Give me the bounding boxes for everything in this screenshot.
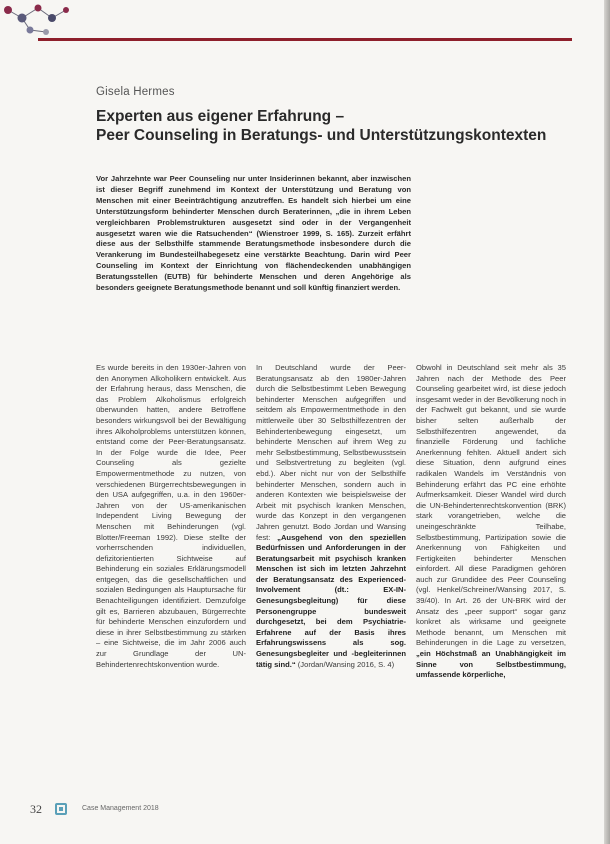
title-line-2: Peer Counseling in Beratungs- und Unterstützungskontexten	[96, 127, 547, 144]
article-abstract: Vor Jahrzehnte war Peer Counseling nur unter Insiderinnen bekannt, aber inzwischen ist dieser Begriff zunehmend im Kontext der Unterstützung und Beratung von Menschen mit einer Beeinträchtigung anzutreffen. Es handelt sich hierbei um eine Unterstützungsform behinderter Menschen durch Beraterinnen, „die in ihrem Leben vergleichbaren Problemstrukturen ausgesetzt sind oder in der Vergangenheit ausgesetzt waren wie die Ratsuchenden“ (Wienstroer 1999, S. 165). Zurzeit erfährt diese aus der Selbsthilfe stammende Beratungsmethode insbesondere durch die Verankerung im Bundesteilhabegesetz eine verstärkte Beachtung. Darin wird Peer Counseling im Kontext der Einrichtung von flächendeckenden unabhängigen Beratungsstellen (EUTB) für behinderte Menschen und deren Angehörige als besonders geeignete Beratungsmethode benannt und soll künftig finanziert werden.	[96, 174, 411, 293]
text-column-3	[416, 363, 566, 681]
column-2-quote: „Ausgehend von den speziellen Bedürfnissen und Anforderungen in der Beratungsarbeit mit psychisch kranken Menschen ist sich im letzten Jahrzehnt der Beratungsansatz des Experienced-Involvement (dt.: EX-IN-Genesungsbegleitung) für diese Personengruppe bundesweit durchgesetzt, bei dem Psychiatrie-Erfahrene auf der Basis ihres Erfahrungswissens als sog. Genesungsbegleiter und -begleiterinnen tätig sind.“	[256, 532, 406, 669]
title-line-1: Experten aus eigener Erfahrung –	[96, 108, 345, 125]
column-3-quote: „ein Höchstmaß an Unabhängigkeit im Sinne von Selbstbestimmung, umfassende körperliche,	[416, 649, 566, 680]
molecule-graphic	[0, 0, 80, 40]
page-number: 32	[30, 802, 42, 816]
text-column-1	[96, 363, 246, 670]
column-2-text: In Deutschland wurde der Peer-Beratungsansatz ab den 1980er-Jahren durch die Selbstbestimmt Leben Bewegung behinderter Menschen aufgegriffen und seitdem als Empowermentmethode in den mittlerweile über 30 Selbsthilfezentren der Behindertenbewegung eingesetzt, um behinderte Menschen auf ihrem Weg zu mehr Selbstbestimmung, Selbstbewusstsein und Selbstvertretung zu begleiten (vgl. ebd.). Aber nicht nur von der Selbsthilfe behinderter Menschen, sondern auch in anderen Kontexten wie beispielsweise der Arbeit mit psychisch kranken Menschen, wurde das Konzept in den vergangenen Jahren genutzt. Bodo Jordan und Wansing fest:	[256, 363, 406, 542]
page-footer	[30, 802, 290, 818]
page-edge-shadow	[604, 0, 610, 844]
column-2-paragraph	[256, 363, 406, 670]
column-3-paragraph	[416, 363, 566, 681]
article-title	[96, 107, 566, 145]
journal-name: Case Management 2018	[82, 805, 159, 812]
journal-logo-icon	[55, 803, 67, 815]
header-rule	[38, 38, 572, 41]
column-1-paragraph: Es wurde bereits in den 1930er-Jahren von den Anonymen Alkoholikern entwickelt. Aus der Erfahrung heraus, dass Menschen, die das Problem Alkoholismus erfolgreich überwunden hatten, andere Betroffene besonders wirkungsvoll bei der Bewältigung ihres Alkoholproblems unterstützen können, entstand come der Peer-Beratungsansatz. In der Folge wurde die Idee, Peer Counseling als gezielte Empowermentmethode zu nutzen, von verschiedenen Bürgerrechtsbewegungen in den USA aufgegriffen, u.a. in den 1960er-Jahren von der US-amerikanischen Independent Living Bewegung der Menschen mit Behinderungen (vgl. Blotter/Freeman 1992). Diese stellte der vorherrschenden individuellen, defizitorientierten Sichtweise auf Behinderung ein soziales Erklärungsmodell entgegen, das die gesellschaftlichen und sozialen Bedingungen als Hauptursache für Benachteiligungen identifiziert. Demzufolge gilt es, Barrieren abzubauen, Bürgerrechte für behinderte Menschen einzufordern und diese in ihrer Selbstbestimmung zu stärken – eine Sichtweise, die im Jahr 2006 auch zur Grundlage der UN-Behindertenrechtskonvention wurde.	[96, 363, 246, 669]
column-2-citation: (Jordan/Wansing 2016, S. 4)	[295, 659, 395, 669]
column-3-text: Obwohl in Deutschland seit mehr als 35 Jahren nach der Methode des Peer Counseling gearbeitet wird, ist diese jedoch insgesamt weder in der Bevölkerung noch in der Fachwelt gut bekannt, und sie wurde bisher selten außerhalb der Selbsthilfezentren angewendet, da finanzielle Förderung und fachliche Anerkennung fehlten. Aktuell ändert sich diese Situation, denn aufgrund eines radikalen Wandels im Verständnis von Behinderung erfährt das PC eine erhöhte Aufmerksamkeit. Dieser Wandel wird durch die UN-Behindertenrechtskonvention (BRK) stark vorangetrieben, welche die uneingeschränkte Teilhabe, Selbstbestimmung, Partizipation sowie die Anerkennung von Fähigkeiten und Fertigkeiten behinderter Menschen einfordert. All diese Paradigmen gehören auch zur Grundidee des Peer Counseling (vgl. Henkel/Schreiner/Wansing 2017, S. 39/40). In Art. 26 der UN-BRK wird der Ansatz des „peer support“ sogar ganz konkret als wirksame und geeignete Methode benannt, um Menschen mit Behinderungen in die Lage zu versetzen,	[416, 363, 566, 648]
article-author: Gisela Hermes	[96, 86, 175, 98]
text-column-2	[256, 363, 406, 670]
